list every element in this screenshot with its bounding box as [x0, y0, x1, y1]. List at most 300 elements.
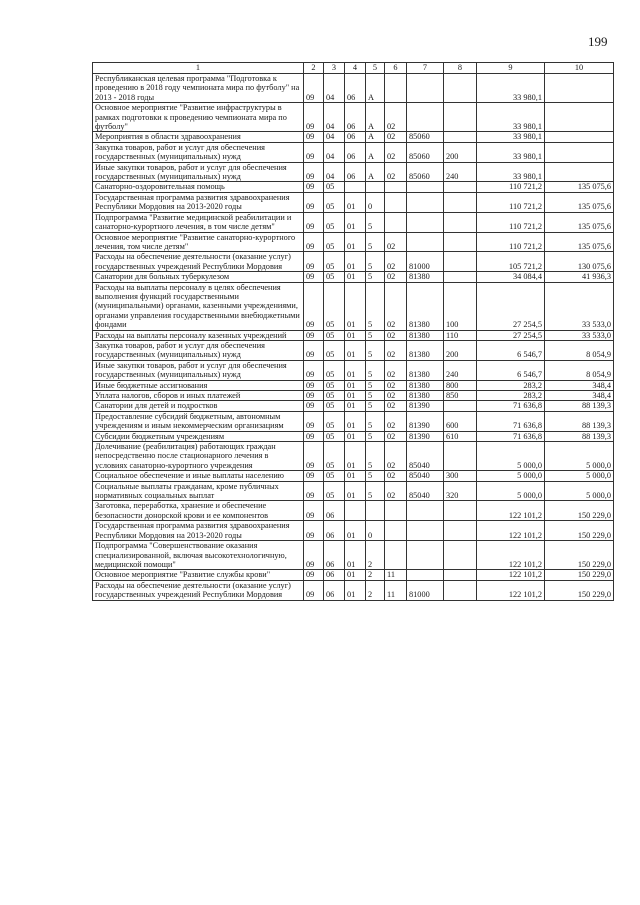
amount-2017: 5 000,0: [477, 442, 545, 471]
amount-2018: [545, 142, 614, 162]
event-code: 11: [385, 570, 407, 580]
table-row: [93, 232, 614, 252]
header-cell: 5: [366, 63, 385, 74]
row-name: Подпрограмма "Развитие медицинской реабилитации и санаторно-курортного лечения, в том числе детям": [93, 212, 304, 232]
amount-2018: 5 000,0: [545, 481, 614, 501]
direction-code: [407, 570, 444, 580]
program-code: 01: [345, 391, 366, 401]
row-name: Основное мероприятие "Развитие санаторно-курортного лечения, том числе детям": [93, 232, 304, 252]
subsection-code: 05: [324, 282, 345, 330]
subsection-code: 05: [324, 330, 345, 340]
section-code: 09: [304, 272, 324, 282]
subsection-code: 05: [324, 431, 345, 441]
program-code: 01: [345, 570, 366, 580]
amount-2018: 348,4: [545, 391, 614, 401]
direction-code: 81380: [407, 272, 444, 282]
subprogram-code: 5: [366, 252, 385, 272]
direction-code: 81380: [407, 380, 444, 390]
table-row: [93, 142, 614, 162]
subsection-code: 06: [324, 580, 345, 600]
subprogram-code: 2: [366, 580, 385, 600]
program-code: 01: [345, 340, 366, 360]
direction-code: 81390: [407, 411, 444, 431]
subprogram-code: 0: [366, 521, 385, 541]
amount-2018: [545, 103, 614, 132]
expense-type-code: 200: [444, 142, 477, 162]
amount-2018: 88 139,3: [545, 401, 614, 411]
program-code: 06: [345, 132, 366, 142]
program-code: 01: [345, 411, 366, 431]
row-name: Социальные выплаты гражданам, кроме публичных нормативных социальных выплат: [93, 481, 304, 501]
event-code: 02: [385, 162, 407, 182]
expense-type-code: 100: [444, 282, 477, 330]
row-name: Государственная программа развития здравоохранения Республики Мордовия на 2013-2020 годы: [93, 521, 304, 541]
table-row: [93, 481, 614, 501]
section-code: 09: [304, 74, 324, 103]
amount-2017: 122 101,2: [477, 541, 545, 570]
amount-2018: 5 000,0: [545, 442, 614, 471]
amount-2018: [545, 74, 614, 103]
table-row: [93, 330, 614, 340]
direction-code: 85040: [407, 481, 444, 501]
subprogram-code: 5: [366, 431, 385, 441]
direction-code: [407, 232, 444, 252]
direction-code: 81390: [407, 431, 444, 441]
subprogram-code: А: [366, 103, 385, 132]
subprogram-code: [366, 182, 385, 192]
program-code: 01: [345, 541, 366, 570]
row-name: Иные закупки товаров, работ и услуг для обеспечения государственных (муниципальных) нужд: [93, 162, 304, 182]
program-code: 01: [345, 442, 366, 471]
table-row: [93, 162, 614, 182]
event-code: 02: [385, 132, 407, 142]
section-code: 09: [304, 142, 324, 162]
expense-type-code: 300: [444, 471, 477, 481]
row-name: Республиканская целевая программа "Подготовка к проведению в 2018 году чемпионата мира по футболу" на 2013 - 2018 годы: [93, 74, 304, 103]
amount-2017: 71 636,8: [477, 401, 545, 411]
direction-code: 81380: [407, 330, 444, 340]
event-code: 02: [385, 401, 407, 411]
section-code: 09: [304, 411, 324, 431]
table-row: [93, 501, 614, 521]
header-cell: 2: [304, 63, 324, 74]
expense-type-code: 200: [444, 340, 477, 360]
row-name: Социальное обеспечение и иные выплаты населению: [93, 471, 304, 481]
subsection-code: 05: [324, 182, 345, 192]
subsection-code: 06: [324, 521, 345, 541]
direction-code: 85040: [407, 442, 444, 471]
subprogram-code: 5: [366, 401, 385, 411]
expense-type-code: [444, 182, 477, 192]
event-code: [385, 541, 407, 570]
amount-2018: 41 936,3: [545, 272, 614, 282]
event-code: 02: [385, 360, 407, 380]
section-code: 09: [304, 442, 324, 471]
row-name: Уплата налогов, сборов и иных платежей: [93, 391, 304, 401]
amount-2018: 150 229,0: [545, 521, 614, 541]
subprogram-code: 5: [366, 232, 385, 252]
amount-2018: 88 139,3: [545, 431, 614, 441]
program-code: 01: [345, 232, 366, 252]
expense-type-code: 800: [444, 380, 477, 390]
subprogram-code: 5: [366, 330, 385, 340]
event-code: 02: [385, 471, 407, 481]
section-code: 09: [304, 330, 324, 340]
table-row: [93, 212, 614, 232]
event-code: 02: [385, 411, 407, 431]
amount-2018: 150 229,0: [545, 541, 614, 570]
subsection-code: 05: [324, 232, 345, 252]
subprogram-code: А: [366, 142, 385, 162]
subsection-code: 05: [324, 401, 345, 411]
row-name: Заготовка, переработка, хранение и обеспечение безопасности донорской крови и ее компонентов: [93, 501, 304, 521]
header-cell: 6: [385, 63, 407, 74]
subprogram-code: А: [366, 162, 385, 182]
subprogram-code: 5: [366, 481, 385, 501]
subsection-code: 05: [324, 212, 345, 232]
amount-2017: 283,2: [477, 391, 545, 401]
table-row: [93, 132, 614, 142]
amount-2018: 8 054,9: [545, 360, 614, 380]
direction-code: 81380: [407, 282, 444, 330]
expense-type-code: 240: [444, 360, 477, 380]
subsection-code: 05: [324, 360, 345, 380]
subsection-code: 05: [324, 252, 345, 272]
subprogram-code: 5: [366, 380, 385, 390]
section-code: 09: [304, 481, 324, 501]
program-code: [345, 501, 366, 521]
expense-type-code: 320: [444, 481, 477, 501]
subsection-code: 04: [324, 103, 345, 132]
direction-code: [407, 212, 444, 232]
amount-2017: 34 084,4: [477, 272, 545, 282]
direction-code: [407, 501, 444, 521]
subsection-code: 05: [324, 340, 345, 360]
amount-2017: 110 721,2: [477, 192, 545, 212]
amount-2018: 135 075,6: [545, 212, 614, 232]
section-code: 09: [304, 501, 324, 521]
amount-2018: 33 533,0: [545, 282, 614, 330]
program-code: [345, 182, 366, 192]
amount-2018: [545, 132, 614, 142]
event-code: [385, 182, 407, 192]
subprogram-code: 5: [366, 442, 385, 471]
amount-2018: 135 075,6: [545, 192, 614, 212]
row-name: Субсидии бюджетным учреждениям: [93, 431, 304, 441]
subprogram-code: А: [366, 74, 385, 103]
program-code: 06: [345, 162, 366, 182]
expense-type-code: [444, 580, 477, 600]
program-code: 06: [345, 103, 366, 132]
amount-2017: 33 980,1: [477, 142, 545, 162]
subprogram-code: 5: [366, 471, 385, 481]
amount-2018: 88 139,3: [545, 411, 614, 431]
subsection-code: 04: [324, 162, 345, 182]
program-code: 01: [345, 481, 366, 501]
direction-code: 85040: [407, 471, 444, 481]
program-code: 01: [345, 401, 366, 411]
table-row: [93, 471, 614, 481]
subsection-code: 05: [324, 411, 345, 431]
expense-type-code: [444, 103, 477, 132]
subsection-code: 05: [324, 471, 345, 481]
table-row: [93, 182, 614, 192]
subsection-code: 06: [324, 570, 345, 580]
row-name: Санатории для детей и подростков: [93, 401, 304, 411]
row-name: Иные бюджетные ассигнования: [93, 380, 304, 390]
table-row: [93, 401, 614, 411]
row-name: Расходы на обеспечение деятельности (оказание услуг) государственных учреждений Республики Мордовия: [93, 252, 304, 272]
direction-code: 81000: [407, 252, 444, 272]
subsection-code: 05: [324, 481, 345, 501]
row-name: Подпрограмма "Совершенствование оказания специализированной, включая высокотехнологичную, медицинской помощи": [93, 541, 304, 570]
subprogram-code: 5: [366, 411, 385, 431]
header-cell: 1: [93, 63, 304, 74]
amount-2017: 122 101,2: [477, 580, 545, 600]
amount-2018: 5 000,0: [545, 471, 614, 481]
subsection-code: 05: [324, 391, 345, 401]
direction-code: [407, 74, 444, 103]
amount-2017: 110 721,2: [477, 182, 545, 192]
section-code: 09: [304, 471, 324, 481]
expense-type-code: 610: [444, 431, 477, 441]
program-code: 01: [345, 471, 366, 481]
direction-code: 85060: [407, 162, 444, 182]
event-code: 02: [385, 252, 407, 272]
event-code: 02: [385, 391, 407, 401]
amount-2017: 5 000,0: [477, 481, 545, 501]
subprogram-code: 5: [366, 282, 385, 330]
amount-2018: 135 075,6: [545, 182, 614, 192]
direction-code: 81380: [407, 391, 444, 401]
expense-type-code: [444, 272, 477, 282]
section-code: 09: [304, 192, 324, 212]
event-code: 02: [385, 380, 407, 390]
header-cell: 7: [407, 63, 444, 74]
row-name: Государственная программа развития здравоохранения Республики Мордовия на 2013-2020 годы: [93, 192, 304, 212]
program-code: 01: [345, 212, 366, 232]
header-cell: 10: [545, 63, 614, 74]
row-name: Расходы на обеспечение деятельности (оказание услуг) государственных учреждений Республики Мордовия: [93, 580, 304, 600]
expense-type-code: [444, 192, 477, 212]
program-code: 01: [345, 272, 366, 282]
expense-type-code: [444, 212, 477, 232]
expense-type-code: [444, 570, 477, 580]
event-code: 02: [385, 103, 407, 132]
section-code: 09: [304, 570, 324, 580]
header-row: [93, 63, 614, 74]
subprogram-code: А: [366, 132, 385, 142]
amount-2017: 33 980,1: [477, 162, 545, 182]
row-name: Основное мероприятие "Развитие инфраструктуры в рамках подготовки к проведению чемпионата мира по футболу": [93, 103, 304, 132]
header-cell: 9: [477, 63, 545, 74]
subsection-code: 04: [324, 74, 345, 103]
subsection-code: 05: [324, 442, 345, 471]
direction-code: 81000: [407, 580, 444, 600]
expense-type-code: 850: [444, 391, 477, 401]
section-code: 09: [304, 391, 324, 401]
table-row: [93, 380, 614, 390]
event-code: [385, 521, 407, 541]
row-name: Предоставление субсидий бюджетным, автономным учреждениям и иным некоммерческим организациям: [93, 411, 304, 431]
row-name: Санатории для больных туберкулезом: [93, 272, 304, 282]
subsection-code: 05: [324, 192, 345, 212]
section-code: 09: [304, 541, 324, 570]
subsection-code: 06: [324, 501, 345, 521]
amount-2018: 130 075,6: [545, 252, 614, 272]
expense-type-code: [444, 401, 477, 411]
section-code: 09: [304, 580, 324, 600]
row-name: Мероприятия в области здравоохранения: [93, 132, 304, 142]
subprogram-code: 5: [366, 360, 385, 380]
subprogram-code: [366, 501, 385, 521]
expense-type-code: [444, 252, 477, 272]
table-row: [93, 521, 614, 541]
event-code: 02: [385, 481, 407, 501]
page-number: 199: [588, 34, 608, 49]
section-code: 09: [304, 380, 324, 390]
subsection-code: 06: [324, 541, 345, 570]
subprogram-code: 5: [366, 391, 385, 401]
program-code: 01: [345, 431, 366, 441]
amount-2018: 33 533,0: [545, 330, 614, 340]
amount-2017: 122 101,2: [477, 570, 545, 580]
event-code: 02: [385, 431, 407, 441]
table-row: [93, 541, 614, 570]
direction-code: 81390: [407, 401, 444, 411]
row-name: Санаторно-оздоровительная помощь: [93, 182, 304, 192]
event-code: 02: [385, 340, 407, 360]
event-code: [385, 192, 407, 212]
table-row: [93, 411, 614, 431]
expense-type-code: [444, 541, 477, 570]
amount-2018: 135 075,6: [545, 232, 614, 252]
amount-2017: 33 980,1: [477, 74, 545, 103]
header-cell: 4: [345, 63, 366, 74]
amount-2017: 71 636,8: [477, 431, 545, 441]
section-code: 09: [304, 212, 324, 232]
table-row: [93, 340, 614, 360]
subsection-code: 05: [324, 272, 345, 282]
amount-2017: 6 546,7: [477, 360, 545, 380]
section-code: 09: [304, 162, 324, 182]
event-code: 02: [385, 142, 407, 162]
amount-2017: 6 546,7: [477, 340, 545, 360]
expense-type-code: [444, 232, 477, 252]
row-name: Основное мероприятие "Развитие службы крови": [93, 570, 304, 580]
table-row: [93, 282, 614, 330]
table-row: [93, 580, 614, 600]
section-code: 09: [304, 401, 324, 411]
expense-type-code: [444, 501, 477, 521]
expense-type-code: [444, 442, 477, 471]
program-code: 01: [345, 360, 366, 380]
table-row: [93, 103, 614, 132]
amount-2017: 110 721,2: [477, 232, 545, 252]
section-code: 09: [304, 521, 324, 541]
table-row: [93, 442, 614, 471]
amount-2017: 27 254,5: [477, 330, 545, 340]
program-code: 01: [345, 192, 366, 212]
table-row: [93, 360, 614, 380]
section-code: 09: [304, 360, 324, 380]
subsection-code: 05: [324, 380, 345, 390]
table-row: [93, 192, 614, 212]
row-name: Иные закупки товаров, работ и услуг для обеспечения государственных (муниципальных) нужд: [93, 360, 304, 380]
expense-type-code: [444, 74, 477, 103]
expense-type-code: 240: [444, 162, 477, 182]
direction-code: 81380: [407, 340, 444, 360]
program-code: 01: [345, 330, 366, 340]
amount-2018: [545, 162, 614, 182]
amount-2017: 122 101,2: [477, 501, 545, 521]
row-name: Расходы на выплаты персоналу казенных учреждений: [93, 330, 304, 340]
subprogram-code: 2: [366, 541, 385, 570]
direction-code: [407, 521, 444, 541]
event-code: [385, 74, 407, 103]
subprogram-code: 5: [366, 212, 385, 232]
direction-code: [407, 182, 444, 192]
expense-type-code: 110: [444, 330, 477, 340]
table-row: [93, 570, 614, 580]
table-row: [93, 74, 614, 103]
expense-type-code: [444, 132, 477, 142]
header-cell: 8: [444, 63, 477, 74]
event-code: [385, 501, 407, 521]
amount-2017: 283,2: [477, 380, 545, 390]
amount-2017: 33 980,1: [477, 132, 545, 142]
subprogram-code: 0: [366, 192, 385, 212]
row-name: Закупка товаров, работ и услуг для обеспечения государственных (муниципальных) нужд: [93, 340, 304, 360]
direction-code: [407, 541, 444, 570]
event-code: 11: [385, 580, 407, 600]
table-body: [93, 74, 614, 601]
amount-2017: 122 101,2: [477, 521, 545, 541]
section-code: 09: [304, 132, 324, 142]
row-name: Расходы на выплаты персоналу в целях обеспечения выполнения функций государственными (муниципальными) органами, казенными учреждениями, органами управления государственными внебюджетными фондами: [93, 282, 304, 330]
amount-2017: 71 636,8: [477, 411, 545, 431]
subprogram-code: 2: [366, 570, 385, 580]
amount-2017: 5 000,0: [477, 471, 545, 481]
table-row: [93, 252, 614, 272]
event-code: 02: [385, 232, 407, 252]
program-code: 01: [345, 580, 366, 600]
program-code: 01: [345, 252, 366, 272]
section-code: 09: [304, 182, 324, 192]
section-code: 09: [304, 431, 324, 441]
header-cell: 3: [324, 63, 345, 74]
expense-type-code: 600: [444, 411, 477, 431]
event-code: 02: [385, 282, 407, 330]
expense-type-code: [444, 521, 477, 541]
table-row: [93, 272, 614, 282]
direction-code: 85060: [407, 132, 444, 142]
event-code: 02: [385, 442, 407, 471]
subprogram-code: 5: [366, 340, 385, 360]
amount-2018: 348,4: [545, 380, 614, 390]
program-code: 01: [345, 380, 366, 390]
event-code: 02: [385, 330, 407, 340]
event-code: 02: [385, 272, 407, 282]
amount-2017: 27 254,5: [477, 282, 545, 330]
amount-2018: 150 229,0: [545, 501, 614, 521]
amount-2018: 8 054,9: [545, 340, 614, 360]
direction-code: 85060: [407, 142, 444, 162]
table-row: [93, 391, 614, 401]
direction-code: [407, 192, 444, 212]
amount-2017: 110 721,2: [477, 212, 545, 232]
amount-2017: 33 980,1: [477, 103, 545, 132]
